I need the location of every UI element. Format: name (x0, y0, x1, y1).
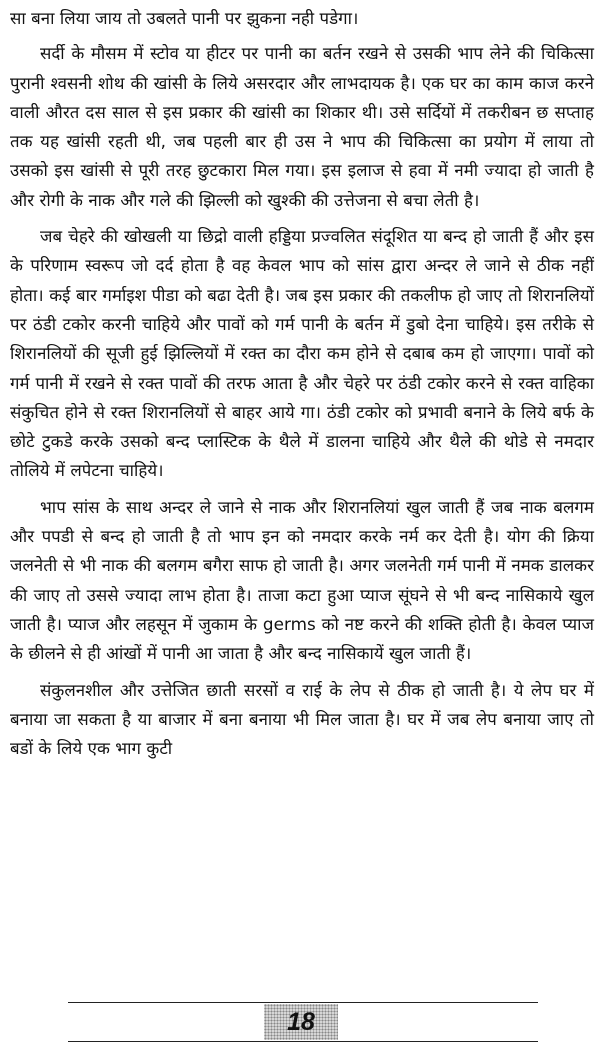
paragraph-nasal-passages: भाप सांस के साथ अन्दर ले जाने से नाक और शिरानलियां खुल जाती हैं जब नाक बलगम और पपडी से बन्द हो जाती है तो भाप इन को नमदार करके नर्म कर देती है। योग की क्रिया जलनेती से भी नाक की बलगम बगैरा साफ हो जाती है। अगर जलनेती गर्म पानी में नमक डालकर की जाए तो उससे ज्यादा लाभ होता है। ताजा कटा हुआ प्याज सूंघने से भी बन्द नासिकाये खुल जाती है। प्याज और लहसून में जुकाम के germs को नष्ट करने की शक्ति होती है। केवल प्याज के छीलने से ही आंखों में पानी आ जाता है और बन्द नासिकायें खुल जाती हैं। (10, 496, 594, 664)
body-text (10, 4, 594, 763)
paragraph-sinus-pain: जब चेहरे की खोखली या छिद्रो वाली हड्डिया प्रज्वलित संदूशित या बन्द हो जाती हैं और इस के परिणाम स्वरूप जो दर्द होता है वह केवल भाप को सांस द्वारा अन्दर ले जाने से ठीक नहीं होता। कई बार गर्माइश पीडा को बढा देती है। जब इस प्रकार की तकलीफ हो जाए तो शिरानलियों पर ठंडी टकोर करनी चाहिये और पावों को गर्म पानी के बर्तन में डुबो देना चाहिये। इस तरीके से शिरानलियों की सूजी हुई झिल्लियों में रक्त का दौरा कम होने से दबाब कम हो जाएगा। पावों को गर्म पानी में रखने से रक्त पावों की तरफ आता है और चेहरे पर ठंडी टकोर करने से रक्त वाहिका संकुचित होने से रक्त शिरानलियों से बाहर आये गा। ठंडी टकोर को प्रभावी बनाने के लिये बर्फ के छोटे टुकडे करके उसको बन्द प्लास्टिक के थैले में डालना चाहिये और थैले की थोडे से नमदार तोलिये में लपेटना चाहिये। (10, 226, 594, 481)
footer-rule-top (68, 1002, 538, 1003)
footer-rule-bottom (68, 1041, 538, 1042)
page-number: 18 (287, 1007, 315, 1036)
page-number-box (264, 1004, 338, 1040)
paragraph-mustard-paste: संकुलनशील और उत्तेजित छाती सरसों व राई के लेप से ठीक हो जाती है। ये लेप घर में बनाया जा सकता है या बाजार में बना बनाया भी मिल जाता है। घर में जब लेप बनाया जाए तो बडों के लिये एक भाग कुटी (10, 679, 594, 759)
paragraph-steam-cough: सर्दी के मौसम में स्टोव या हीटर पर पानी का बर्तन रखने से उसकी भाप लेने की चिकित्सा पुरानी श्वसनी शोथ की खांसी के लिये असरदार और लाभदायक है। एक घर का काम काज करने वाली औरत दस साल से इस प्रकार की खांसी का शिकार थी। उसे सर्दियों में तकरीबन छ सप्ताह तक यह खांसी रहती थी, जब पहली बार ही उस ने भाप की चिकित्सा का प्रयोग में लाया तो उसको इस खांसी से पूरी तरह छुटकारा मिल गया। इस इलाज से हवा में नमी ज्यादा हो जाती है और रोगी के नाक और गले की झिल्ली को खुश्की की उत्तेजना से बचा लेती है। (10, 43, 594, 210)
page-footer (0, 997, 600, 1048)
paragraph-continuation: सा बना लिया जाय तो उबलते पानी पर झुकना नही पडेगा। (10, 8, 359, 28)
